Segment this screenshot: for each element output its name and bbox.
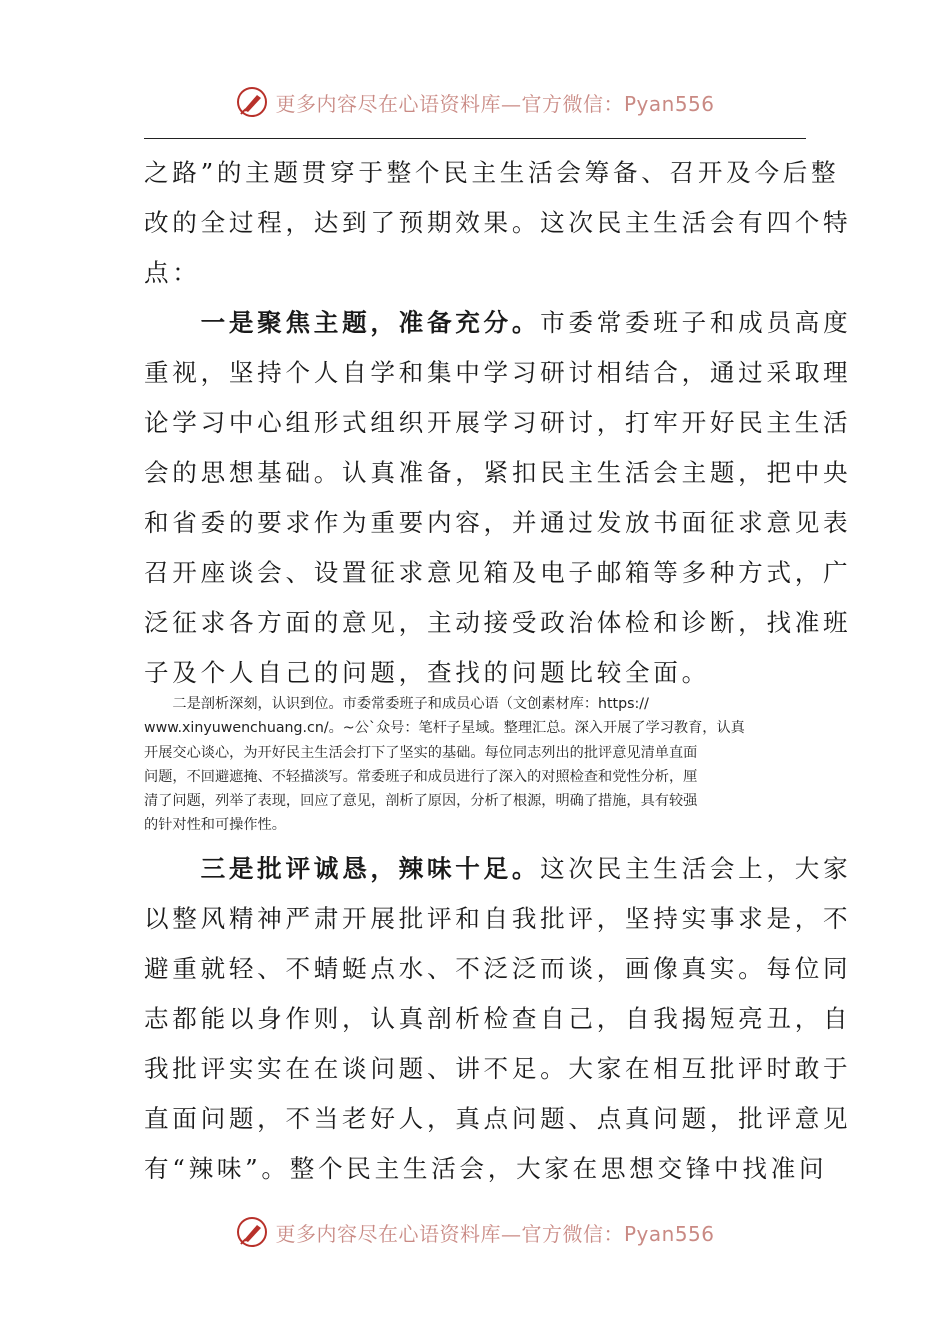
text-line: 二是剖析深刻，认识到位。市委常委班子和成员心语（文创素材库：https:// xyxy=(144,696,649,712)
text-line: 以整风精神严肃开展批评和自我批评，坚持实事求是，不 xyxy=(144,904,852,933)
footer-banner xyxy=(0,1210,950,1254)
text-line: 问题，不回避遮掩、不轻描淡写。常委班子和成员进行了深入的对照检查和党性分析，厘 xyxy=(144,768,698,785)
paragraph-intro xyxy=(144,148,852,298)
point-heading: 一是聚焦主题，准备充分。 xyxy=(200,308,541,337)
paragraph-point-two xyxy=(144,692,806,838)
text-line: 子及个人自己的问题，查找的问题比较全面。 xyxy=(144,658,710,687)
text-line: 和省委的要求作为重要内容，并通过发放书面征求意见表 xyxy=(144,508,852,537)
wechat-id: Pyan556 xyxy=(623,1221,715,1246)
header-rule xyxy=(144,138,806,139)
banner-text: 更多内容尽在心语资料库—官方微信：Pyan556 xyxy=(275,91,715,116)
text-line: 开展交心谈心，为开好民主生活会打下了坚实的基础。每位同志列出的批评意见清单直面 xyxy=(144,744,698,761)
paragraph-point-three xyxy=(144,844,852,1194)
text-line: 的针对性和可操作性。 xyxy=(144,817,286,834)
pen-logo-icon xyxy=(235,1215,269,1249)
header-banner xyxy=(0,80,950,124)
banner-text: 更多内容尽在心语资料库—官方微信：Pyan556 xyxy=(275,1221,715,1246)
text-line: www.xinyuwenchuang.cn/。~公`众号：笔杆子星域。整理汇总。深入开展了学习教育，认真 xyxy=(144,720,745,737)
text-line: 避重就轻、不蜻蜓点水、不泛泛而谈，画像真实。每位同 xyxy=(144,954,852,983)
text-line: 一是聚焦主题，准备充分。市委常委班子和成员高度 xyxy=(200,308,852,337)
text-line: 论学习中心组形式组织开展学习研讨，打牢开好民主生活 xyxy=(144,408,852,437)
text-line: 召开座谈会、设置征求意见箱及电子邮箱等多种方式，广 xyxy=(144,558,852,587)
wechat-id: Pyan556 xyxy=(623,91,715,116)
text-line: 泛征求各方面的意见，主动接受政治体检和诊断，找准班 xyxy=(144,608,852,637)
text-line: 之路”的主题贯穿于整个民主生活会筹备、召开及今后整 xyxy=(144,158,840,187)
text-line: 点： xyxy=(144,258,201,287)
point-heading: 三是批评诚恳，辣味十足。 xyxy=(200,854,541,883)
text-line: 我批评实实在在谈问题、讲不足。大家在相互批评时敢于 xyxy=(144,1054,852,1083)
text-line: 改的全过程，达到了预期效果。这次民主生活会有四个特 xyxy=(144,208,852,237)
text-line: 会的思想基础。认真准备，紧扣民主生活会主题，把中央 xyxy=(144,458,852,487)
text-line: 重视，坚持个人自学和集中学习研讨相结合，通过采取理 xyxy=(144,358,852,387)
text-line: 有“辣味”。整个民主生活会，大家在思想交锋中找准问 xyxy=(144,1154,828,1183)
text-line: 清了问题，列举了表现，回应了意见，剖析了原因，分析了根源，明确了措施，具有较强 xyxy=(144,793,698,810)
paragraph-point-one xyxy=(144,298,852,698)
text-line: 直面问题，不当老好人，真点问题、点真问题，批评意见 xyxy=(144,1104,852,1133)
pen-logo-icon xyxy=(235,85,269,119)
text-line: 三是批评诚恳，辣味十足。这次民主生活会上，大家 xyxy=(200,854,852,883)
text-line: 志都能以身作则，认真剖析检查自己，自我揭短亮丑，自 xyxy=(144,1004,852,1033)
